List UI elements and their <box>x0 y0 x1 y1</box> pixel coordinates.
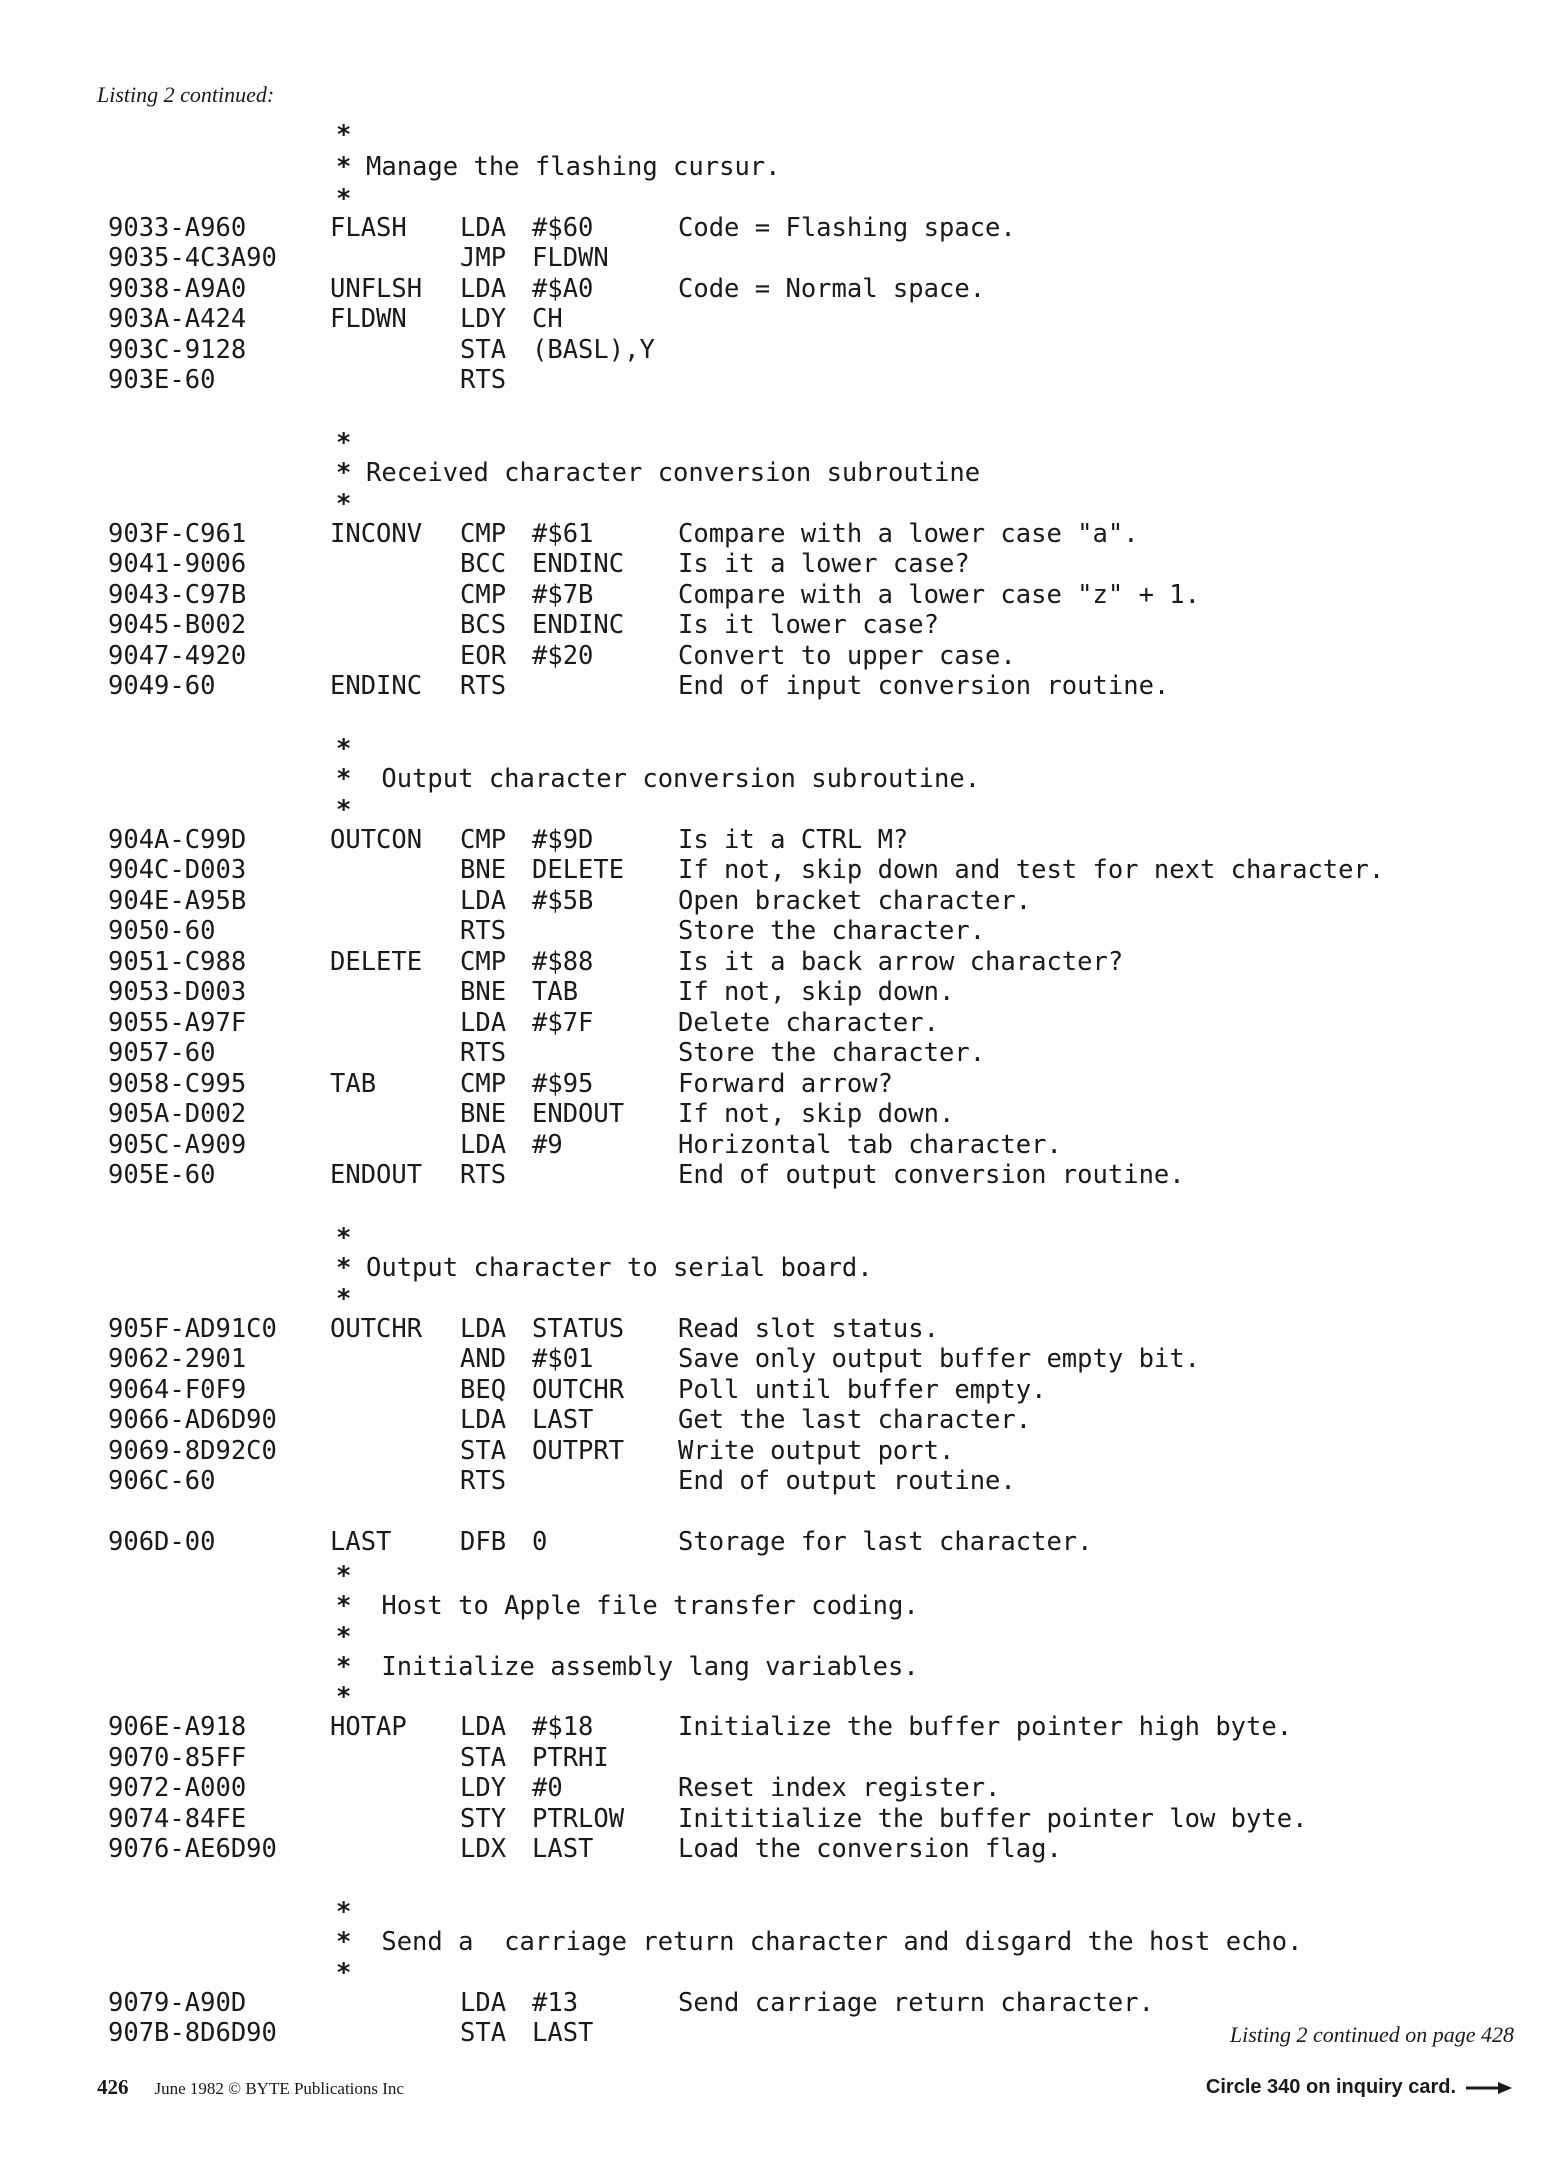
operand: ENDINC <box>532 610 625 640</box>
operand: 0 <box>532 1527 548 1557</box>
opcode: LDY <box>460 304 507 334</box>
asterisk-marker: * <box>336 1927 352 1957</box>
operand: OUTPRT <box>532 1436 625 1466</box>
asterisk-marker: * <box>336 1561 352 1591</box>
opcode: RTS <box>460 1038 507 1068</box>
operand: FLDWN <box>532 243 609 273</box>
comment: Is it a back arrow character? <box>678 947 1124 977</box>
comment-text: Host to Apple file transfer coding. <box>366 1591 919 1621</box>
comment-text: Output character to serial board. <box>366 1253 873 1283</box>
operand: #$95 <box>532 1069 594 1099</box>
operand: ENDOUT <box>532 1099 625 1129</box>
operand: #$A0 <box>532 274 594 304</box>
comment: Code = Normal space. <box>678 274 986 304</box>
comment: Reset index register. <box>678 1773 1001 1803</box>
publication-line: June 1982 © BYTE Publications Inc <box>154 2079 404 2098</box>
comment: If not, skip down. <box>678 1099 955 1129</box>
address: 9074-84FE <box>108 1804 247 1834</box>
opcode: BNE <box>460 1099 507 1129</box>
asterisk-marker: * <box>336 458 352 488</box>
address: 904E-A95B <box>108 886 247 916</box>
opcode: LDY <box>460 1773 507 1803</box>
asterisk-marker: * <box>336 1897 352 1927</box>
address: 9051-C988 <box>108 947 247 977</box>
operand: ENDINC <box>532 549 625 579</box>
address: 9053-D003 <box>108 977 247 1007</box>
opcode: RTS <box>460 1466 507 1496</box>
operand: #$7F <box>532 1008 594 1038</box>
comment: Storage for last character. <box>678 1527 1093 1557</box>
comment: Compare with a lower case "z" + 1. <box>678 580 1200 610</box>
address: 904A-C99D <box>108 825 247 855</box>
label: FLDWN <box>330 304 407 334</box>
operand: CH <box>532 304 563 334</box>
operand: LAST <box>532 1405 594 1435</box>
page-footer <box>97 2075 404 2100</box>
opcode: LDA <box>460 1008 507 1038</box>
operand: STATUS <box>532 1314 625 1344</box>
address: 9064-F0F9 <box>108 1375 247 1405</box>
label: OUTCON <box>330 825 423 855</box>
operand: #$01 <box>532 1344 594 1374</box>
opcode: LDA <box>460 1405 507 1435</box>
operand: (BASL),Y <box>532 335 655 365</box>
comment: Get the last character. <box>678 1405 1032 1435</box>
comment: Inititialize the buffer pointer low byte. <box>678 1804 1308 1834</box>
assembly-listing <box>108 0 1528 2060</box>
listing-continued-header: Listing 2 continued: <box>97 82 275 107</box>
address: 9076-AE6D90 <box>108 1834 277 1864</box>
address: 9062-2901 <box>108 1344 247 1374</box>
operand: #$61 <box>532 519 594 549</box>
opcode: RTS <box>460 671 507 701</box>
asterisk-marker: * <box>336 1223 352 1253</box>
asterisk-marker: * <box>336 795 352 825</box>
comment: Read slot status. <box>678 1314 939 1344</box>
opcode: JMP <box>460 243 507 273</box>
opcode: RTS <box>460 1160 507 1190</box>
address: 905C-A909 <box>108 1130 247 1160</box>
opcode: LDA <box>460 1712 507 1742</box>
comment: Is it a lower case? <box>678 549 970 579</box>
comment: Forward arrow? <box>678 1069 893 1099</box>
address: 9043-C97B <box>108 580 247 610</box>
label: LAST <box>330 1527 392 1557</box>
label: FLASH <box>330 213 407 243</box>
operand: DELETE <box>532 855 625 885</box>
address: 9069-8D92C0 <box>108 1436 277 1466</box>
label: UNFLSH <box>330 274 423 304</box>
address: 905A-D002 <box>108 1099 247 1129</box>
address: 907B-8D6D90 <box>108 2018 277 2048</box>
operand: LAST <box>532 2018 594 2048</box>
opcode: LDA <box>460 1314 507 1344</box>
asterisk-marker: * <box>336 120 352 150</box>
operand: PTRLOW <box>532 1804 625 1834</box>
opcode: STA <box>460 1436 507 1466</box>
operand: PTRHI <box>532 1743 609 1773</box>
asterisk-marker: * <box>336 489 352 519</box>
address: 9047-4920 <box>108 641 247 671</box>
address: 906E-A918 <box>108 1712 247 1742</box>
opcode: LDA <box>460 886 507 916</box>
opcode: STA <box>460 335 507 365</box>
label: ENDINC <box>330 671 423 701</box>
operand: #$20 <box>532 641 594 671</box>
comment: Initialize the buffer pointer high byte. <box>678 1712 1293 1742</box>
address: 905F-AD91C0 <box>108 1314 277 1344</box>
comment: Write output port. <box>678 1436 955 1466</box>
asterisk-marker: * <box>336 1682 352 1712</box>
operand: #$18 <box>532 1712 594 1742</box>
opcode: CMP <box>460 519 507 549</box>
asterisk-marker: * <box>336 1958 352 1988</box>
address: 9079-A90D <box>108 1988 247 2018</box>
address: 903A-A424 <box>108 304 247 334</box>
right-arrow-icon <box>1466 2081 1512 2095</box>
comment: Horizontal tab character. <box>678 1130 1062 1160</box>
operand: #0 <box>532 1773 563 1803</box>
asterisk-marker: * <box>336 1284 352 1314</box>
opcode: DFB <box>460 1527 507 1557</box>
asterisk-marker: * <box>336 428 352 458</box>
address: 9057-60 <box>108 1038 216 1068</box>
comment: If not, skip down and test for next character. <box>678 855 1385 885</box>
address: 9070-85FF <box>108 1743 247 1773</box>
opcode: STA <box>460 1743 507 1773</box>
opcode: EOR <box>460 641 507 671</box>
opcode: LDA <box>460 213 507 243</box>
comment: End of output routine. <box>678 1466 1016 1496</box>
comment: Store the character. <box>678 916 986 946</box>
asterisk-marker: * <box>336 152 352 182</box>
opcode: LDA <box>460 1988 507 2018</box>
opcode: BCC <box>460 549 507 579</box>
label: ENDOUT <box>330 1160 423 1190</box>
address: 9041-9006 <box>108 549 247 579</box>
comment-text: Initialize assembly lang variables. <box>366 1652 919 1682</box>
comment: Is it lower case? <box>678 610 939 640</box>
operand: #$60 <box>532 213 594 243</box>
address: 903F-C961 <box>108 519 247 549</box>
address: 903C-9128 <box>108 335 247 365</box>
label: TAB <box>330 1069 377 1099</box>
comment-text: Manage the flashing cursur. <box>366 152 781 182</box>
address: 9038-A9A0 <box>108 274 247 304</box>
address: 9072-A000 <box>108 1773 247 1803</box>
label: INCONV <box>330 519 423 549</box>
comment: Delete character. <box>678 1008 939 1038</box>
address: 9033-A960 <box>108 213 247 243</box>
continued-note: Listing 2 continued on page 428 <box>1229 2022 1514 2047</box>
opcode: CMP <box>460 825 507 855</box>
opcode: LDA <box>460 274 507 304</box>
opcode: STY <box>460 1804 507 1834</box>
label: DELETE <box>330 947 423 977</box>
address: 9045-B002 <box>108 610 247 640</box>
address: 904C-D003 <box>108 855 247 885</box>
operand: TAB <box>532 977 579 1007</box>
comment: Save only output buffer empty bit. <box>678 1344 1200 1374</box>
operand: #$7B <box>532 580 594 610</box>
comment: Send carriage return character. <box>678 1988 1154 2018</box>
operand: #9 <box>532 1130 563 1160</box>
address: 906D-00 <box>108 1527 216 1557</box>
operand: #13 <box>532 1988 579 2018</box>
operand: OUTCHR <box>532 1375 625 1405</box>
comment: If not, skip down. <box>678 977 955 1007</box>
inquiry-text: Circle 340 on inquiry card. <box>1205 2076 1456 2098</box>
comment: Poll until buffer empty. <box>678 1375 1047 1405</box>
comment-text: Received character conversion subroutine <box>366 458 981 488</box>
address: 9050-60 <box>108 916 216 946</box>
address: 9035-4C3A90 <box>108 243 277 273</box>
comment-text: Send a carriage return character and disgard the host echo. <box>366 1927 1303 1957</box>
asterisk-marker: * <box>336 1622 352 1652</box>
asterisk-marker: * <box>336 764 352 794</box>
opcode: BNE <box>460 977 507 1007</box>
opcode: CMP <box>460 580 507 610</box>
operand: LAST <box>532 1834 594 1864</box>
address: 905E-60 <box>108 1160 216 1190</box>
asterisk-marker: * <box>336 1253 352 1283</box>
address: 9055-A97F <box>108 1008 247 1038</box>
address: 9066-AD6D90 <box>108 1405 277 1435</box>
opcode: LDA <box>460 1130 507 1160</box>
comment-text: Output character conversion subroutine. <box>366 764 981 794</box>
asterisk-marker: * <box>336 184 352 214</box>
operand: #$5B <box>532 886 594 916</box>
opcode: BNE <box>460 855 507 885</box>
address: 9058-C995 <box>108 1069 247 1099</box>
opcode: CMP <box>460 947 507 977</box>
asterisk-marker: * <box>336 1591 352 1621</box>
comment: Code = Flashing space. <box>678 213 1016 243</box>
opcode: BEQ <box>460 1375 507 1405</box>
address: 903E-60 <box>108 365 216 395</box>
inquiry-card-note <box>1206 2076 1512 2099</box>
operand: #$88 <box>532 947 594 977</box>
operand: #$9D <box>532 825 594 855</box>
opcode: CMP <box>460 1069 507 1099</box>
opcode: RTS <box>460 916 507 946</box>
opcode: BCS <box>460 610 507 640</box>
comment: Compare with a lower case "a". <box>678 519 1139 549</box>
comment: Convert to upper case. <box>678 641 1016 671</box>
opcode: AND <box>460 1344 507 1374</box>
comment: Open bracket character. <box>678 886 1032 916</box>
page-number: 426 <box>97 2075 129 2099</box>
comment: Is it a CTRL M? <box>678 825 909 855</box>
comment: End of output conversion routine. <box>678 1160 1185 1190</box>
opcode: STA <box>460 2018 507 2048</box>
asterisk-marker: * <box>336 1652 352 1682</box>
comment: Store the character. <box>678 1038 986 1068</box>
asterisk-marker: * <box>336 734 352 764</box>
address: 906C-60 <box>108 1466 216 1496</box>
label: HOTAP <box>330 1712 407 1742</box>
label: OUTCHR <box>330 1314 423 1344</box>
comment: End of input conversion routine. <box>678 671 1170 701</box>
opcode: LDX <box>460 1834 507 1864</box>
opcode: RTS <box>460 365 507 395</box>
address: 9049-60 <box>108 671 216 701</box>
comment: Load the conversion flag. <box>678 1834 1062 1864</box>
